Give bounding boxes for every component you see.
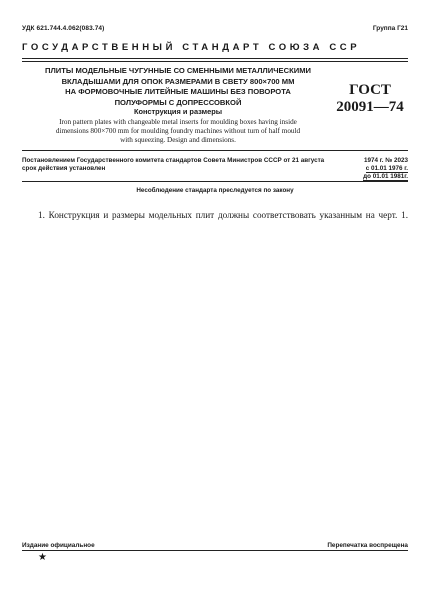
star-icon: ★ — [38, 552, 47, 563]
decree-line-1: Постановлением Государственного комитета стандартов Совета Министров СССР от 21 августа — [22, 157, 325, 164]
title-en-line-1: Iron pattern plates with changeable metal inserts for moulding boxes having inside — [59, 118, 297, 126]
udk-code: УДК 621.744.4.062(083.74) — [22, 25, 105, 32]
legal-notice: Несоблюдение стандарта преследуется по закону — [136, 187, 294, 194]
group-code: Группа Г21 — [372, 25, 408, 32]
decree-rule — [22, 181, 408, 182]
subtitle: Конструкция и размеры — [133, 107, 223, 116]
title-english — [28, 118, 328, 146]
banner-rule-thick — [22, 58, 408, 59]
title-ru-line-1: ПЛИТЫ МОДЕЛЬНЫЕ ЧУГУННЫЕ СО СМЕННЫМИ МЕТАЛЛИЧЕСКИМИ — [45, 66, 311, 75]
state-standard-banner: ГОСУДАРСТВЕННЫЙ СТАНДАРТ СОЮЗА ССР — [22, 42, 361, 53]
banner-rule-thin — [22, 61, 408, 62]
title-russian — [28, 66, 328, 108]
clause-1: 1. Конструкция и размеры модельных плит должны соответствовать указанным на черт. 1. — [38, 210, 408, 220]
title-rule — [22, 150, 408, 151]
title-ru-line-4: ПОЛУФОРМЫ С ДОПРЕССОВКОЙ — [114, 97, 242, 107]
reprint-prohibited-label: Перепечатка воспрещена — [327, 542, 408, 549]
title-en-line-2: dimensions 800×700 mm for moulding foundry machines without turn of half mould — [55, 127, 301, 136]
decree-date-number: 1974 г. № 2023 — [363, 157, 408, 164]
validity-to: до 01.01 1981г. — [363, 173, 408, 180]
title-ru-line-2: ВКЛАДЫШАМИ ДЛЯ ОПОК РАЗМЕРАМИ В СВЕТУ 800×700 ММ — [61, 76, 295, 86]
gost-number: 20091—74 — [336, 99, 404, 115]
gost-label: ГОСТ — [349, 82, 391, 98]
header-line — [22, 25, 408, 37]
gost-designation — [330, 82, 410, 116]
official-edition-label: Издание официальное — [22, 542, 95, 549]
footer-rule — [22, 550, 408, 551]
validity-from: с 01.01 1976 г. — [365, 165, 408, 172]
decree-line-2: срок действия установлен — [22, 165, 106, 172]
title-ru-line-3: НА ФОРМОВОЧНЫЕ ЛИТЕЙНЫЕ МАШИНЫ БЕЗ ПОВОРОТА — [65, 87, 291, 97]
title-en-line-3: with squeezing. Design and dimensions. — [120, 136, 236, 145]
